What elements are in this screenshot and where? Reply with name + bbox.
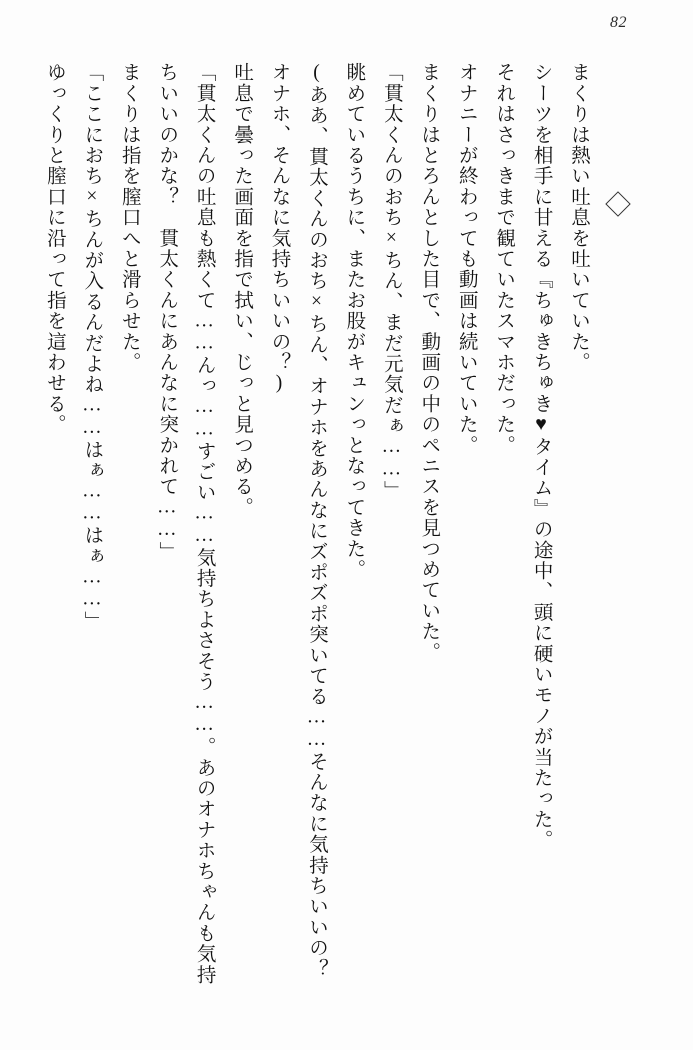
paragraph: 眺めているうちに、またお股がキュンっとなってきた。 bbox=[343, 62, 365, 580]
paragraph: (ああ、貫太くんのおち×ちん、オナホをあんなにズポズポ突いてる……そんなに気持ちいいの？ オナホ、そんなに気持ちいいの？) bbox=[268, 62, 327, 1000]
paragraph: まくりはとろんとした目で、動画の中のペニスを見つめていた。 bbox=[418, 62, 440, 663]
paragraph: まくりは指を膣口へと滑らせた。 bbox=[118, 62, 140, 373]
paragraph: 吐息で曇った画面を指で拭い、じっと見つめる。 bbox=[231, 62, 253, 518]
paragraph: まくりは熱い吐息を吐いていた。 bbox=[568, 62, 589, 373]
paragraph: 「貫太くんの吐息も熱くて……んっ……すごい……気持ちよさそう……。あのオナホちゃんも気持ちいいのかな？ 貫太くんにあんなに突かれて……」 bbox=[156, 62, 215, 985]
paragraph: 「ここにおち×ちんが入るんだよね……はぁ……はぁ……」 bbox=[81, 62, 103, 632]
paragraph: オナニーが終わっても動画は続いていた。 bbox=[455, 62, 477, 456]
paragraph: シーツを相手に甘える『ちゅきちゅき♥タイム』の途中、頭に硬いモノが当たった。 bbox=[530, 62, 552, 851]
vertical-text-body bbox=[37, 62, 597, 1000]
paragraph: ゆっくりと膣口に沿って指を這わせる。 bbox=[43, 62, 65, 435]
paragraph: 「貫太くんのおち×ちん、まだ元気だぁ……」 bbox=[380, 62, 402, 502]
page-number: 82 bbox=[610, 14, 627, 31]
diamond-marker-icon bbox=[605, 191, 630, 216]
paragraph: それはさっきまで観ていたスマホだった。 bbox=[493, 62, 515, 456]
